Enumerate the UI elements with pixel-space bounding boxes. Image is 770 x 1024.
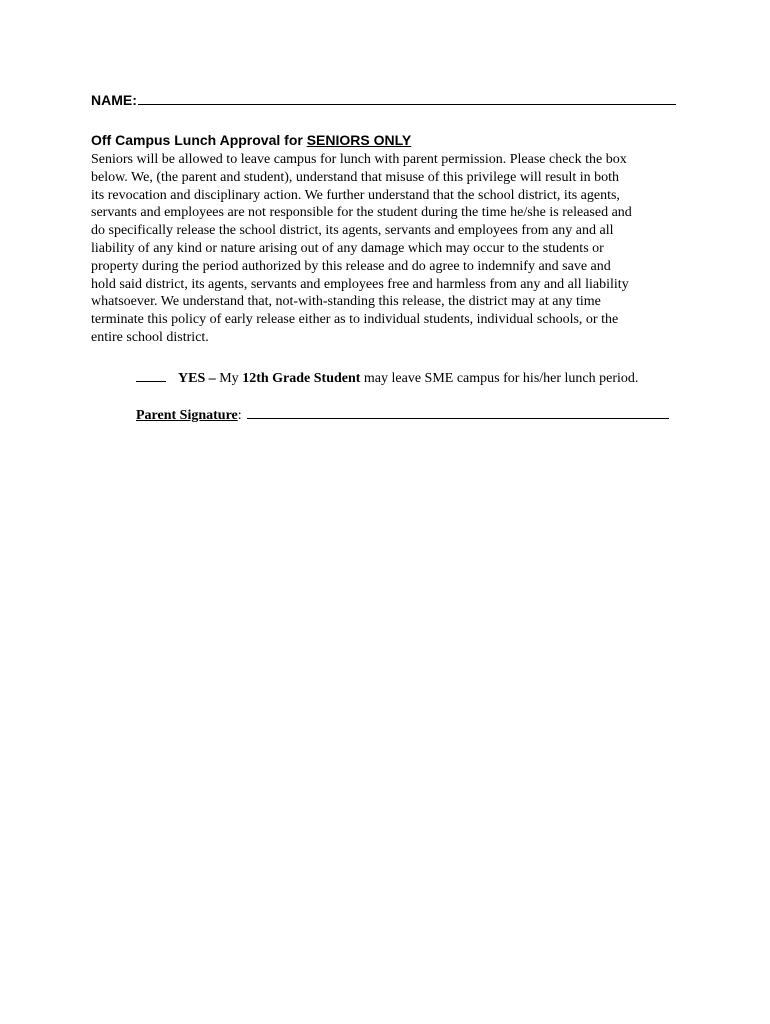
name-field[interactable] [91,92,679,108]
signature-field[interactable] [136,406,681,424]
signature-input-line[interactable] [247,406,669,419]
yes-checkbox-blank[interactable] [136,369,166,382]
policy-line: below. We, (the parent and student), understand that misuse of this privilege will result in both [91,169,620,185]
policy-line: property during the period authorized by this release and do agree to indemnify and save and [91,258,611,274]
title-emphasis: SENIORS ONLY [306,132,412,148]
yes-label: YES – [178,371,216,386]
name-input-line[interactable] [138,92,676,105]
policy-line: entire school district. [91,329,209,345]
yes-text-1: My [215,371,243,386]
yes-option [136,369,696,387]
policy-line: do specifically release the school district, its agents, servants and employees from any and all [91,223,614,239]
grade-label: 12th Grade Student [242,371,361,386]
policy-line: its revocation and disciplinary action. We further understand that the school district, its agents, [91,187,620,203]
policy-line: servants and employees are not responsible for the student during the time he/she is released and [91,205,632,221]
policy-paragraph [91,151,681,347]
policy-line: whatsoever. We understand that, not-with-standing this release, the district may at any time [91,294,601,310]
name-label: NAME: [91,92,137,108]
policy-line: terminate this policy of early release either as to individual students, individual schools, or the [91,312,619,328]
policy-line: Seniors will be allowed to leave campus for lunch with parent permission. Please check the box [91,152,627,167]
yes-text-2: may leave SME campus for his/her lunch period. [360,371,639,386]
title-prefix: Off Campus Lunch Approval for [91,132,307,148]
policy-line: liability of any kind or nature arising out of any damage which may occur to the students or [91,240,604,256]
policy-line: hold said district, its agents, servants and employees free and harmless from any and all liability [91,276,629,292]
form-title [91,132,411,148]
signature-label: Parent Signature [136,408,238,423]
signature-colon: : [237,408,242,423]
